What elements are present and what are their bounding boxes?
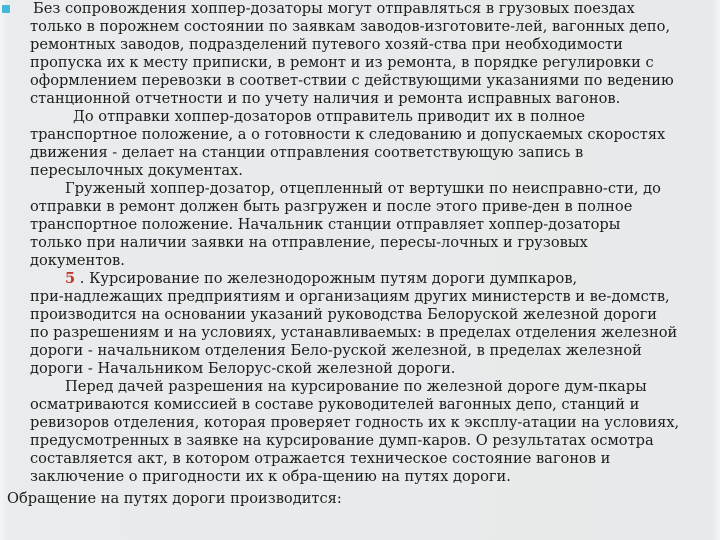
text-line: заключение о пригодности их к обра-щению на путях дороги. (30, 468, 511, 485)
text-line: движения - делает на станции отправления соответствующую запись в (30, 144, 584, 161)
text-line: осматриваются комиссией в составе руководителей вагонных депо, станций и (30, 396, 640, 413)
text-line: составляется акт, в котором отражается техническое состояние вагонов и (30, 450, 611, 467)
text-line: при-надлежащих предприятиям и организациям других министерств и ве-домств, (30, 288, 670, 305)
text-line: предусмотренных в заявке на курсирование думп-каров. О результатах осмотра (30, 432, 654, 449)
paragraph-number-suffix: . (75, 270, 90, 287)
text-line: Перед дачей разрешения на курсирование по железной дороге дум-пкары (65, 378, 647, 395)
text-line: дороги - начальником отделения Бело-руской железной, в пределах железной (30, 342, 642, 359)
text-line: ремонтных заводов, подразделений путевого хозяй-ства при необходимости (30, 36, 623, 53)
text-line: пересылочных документах. (30, 162, 243, 179)
text-line: пропуска их к месту приписки, в ремонт и из ремонта, в порядке регулировки с (30, 54, 654, 71)
text-line: документов. (30, 252, 125, 269)
bullet-icon (2, 5, 10, 13)
paragraph-number: 5 (65, 270, 76, 287)
text-line (65, 270, 577, 288)
text-line: оформлением перевозки в соответ-ствии с действующими указаниями по ведению (30, 72, 674, 89)
paragraph-text: Курсирование по железнодорожным путям дороги думпкаров, (89, 270, 578, 287)
text-line: До отправки хоппер-дозаторов отправитель приводит их в полное (73, 108, 586, 125)
text-line: только в порожнем состоянии по заявкам заводов-изготовите-лей, вагонных депо, (30, 18, 671, 35)
text-line: транспортное положение, а о готовности к следованию и допускаемых скоростях (30, 126, 666, 143)
text-line: только при наличии заявки на отправление, пересы-лочных и грузовых (30, 234, 588, 251)
text-line: Груженый хоппер-дозатор, отцепленный от вертушки по неисправно-сти, до (65, 180, 661, 197)
text-line: дороги - Начальником Белорус-ской железной дороги. (30, 360, 456, 377)
text-line: станционной отчетности и по учету наличия и ремонта исправных вагонов. (30, 90, 621, 107)
text-line: ревизоров отделения, которая проверяет годность их к эксплу-атации на условиях, (30, 414, 680, 431)
text-line: транспортное положение. Начальник станции отправляет хоппер-дозаторы (30, 216, 621, 233)
text-line: Без сопровождения хоппер-дозаторы могут отправляться в грузовых поездах (33, 0, 635, 17)
text-line: производится на основании указаний руководства Белоруской железной дороги (30, 306, 658, 323)
text-line: отправки в ремонт должен быть разгружен и после этого приве-ден в полное (30, 198, 633, 215)
text-line: по разрешениям и на условиях, устанавливаемых: в пределах отделения железной (30, 324, 678, 341)
text-line: Обращение на путях дороги производится: (7, 490, 342, 507)
